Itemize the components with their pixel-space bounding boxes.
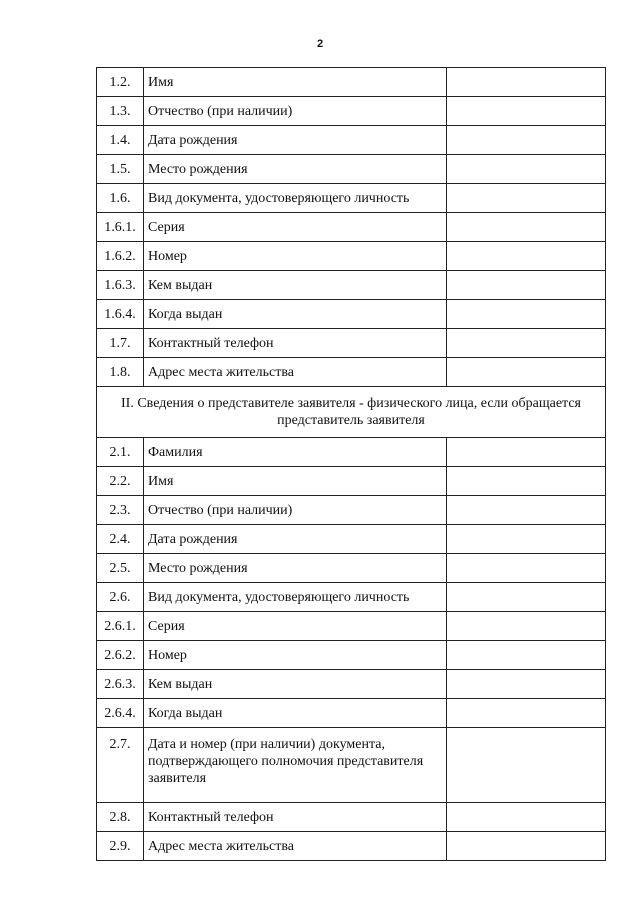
row-number: 1.6.4. bbox=[97, 300, 144, 329]
value-cell[interactable] bbox=[447, 525, 606, 554]
row-number: 2.2. bbox=[97, 467, 144, 496]
row-number: 2.6.3. bbox=[97, 670, 144, 699]
value-cell[interactable] bbox=[447, 155, 606, 184]
row-number: 2.6.2. bbox=[97, 641, 144, 670]
value-cell[interactable] bbox=[447, 832, 606, 861]
row-number: 2.7. bbox=[97, 728, 144, 803]
value-cell[interactable] bbox=[447, 97, 606, 126]
row-label: Вид документа, удостоверяющего личность bbox=[144, 184, 447, 213]
row-label: Серия bbox=[144, 612, 447, 641]
row-label: Когда выдан bbox=[144, 300, 447, 329]
value-cell[interactable] bbox=[447, 612, 606, 641]
form-row bbox=[97, 271, 606, 300]
form-row bbox=[97, 155, 606, 184]
row-number: 2.1. bbox=[97, 438, 144, 467]
section-header-row bbox=[97, 387, 606, 438]
row-label: Адрес места жительства bbox=[144, 358, 447, 387]
value-cell[interactable] bbox=[447, 126, 606, 155]
row-number: 2.4. bbox=[97, 525, 144, 554]
form-row bbox=[97, 467, 606, 496]
form-row bbox=[97, 699, 606, 728]
form-row bbox=[97, 358, 606, 387]
row-number: 1.6.1. bbox=[97, 213, 144, 242]
row-label: Место рождения bbox=[144, 554, 447, 583]
row-label: Фамилия bbox=[144, 438, 447, 467]
row-number: 1.6.2. bbox=[97, 242, 144, 271]
row-label: Отчество (при наличии) bbox=[144, 97, 447, 126]
form-row bbox=[97, 97, 606, 126]
value-cell[interactable] bbox=[447, 213, 606, 242]
value-cell[interactable] bbox=[447, 68, 606, 97]
form-row bbox=[97, 612, 606, 641]
value-cell[interactable] bbox=[447, 242, 606, 271]
row-number: 1.8. bbox=[97, 358, 144, 387]
value-cell[interactable] bbox=[447, 358, 606, 387]
form-row bbox=[97, 438, 606, 467]
form-row bbox=[97, 670, 606, 699]
value-cell[interactable] bbox=[447, 496, 606, 525]
value-cell[interactable] bbox=[447, 467, 606, 496]
row-number: 2.9. bbox=[97, 832, 144, 861]
form-row bbox=[97, 126, 606, 155]
row-label: Кем выдан bbox=[144, 670, 447, 699]
form-row bbox=[97, 496, 606, 525]
value-cell[interactable] bbox=[447, 670, 606, 699]
row-label: Номер bbox=[144, 641, 447, 670]
row-number: 2.5. bbox=[97, 554, 144, 583]
row-number: 1.6.3. bbox=[97, 271, 144, 300]
value-cell[interactable] bbox=[447, 300, 606, 329]
form-row bbox=[97, 554, 606, 583]
value-cell[interactable] bbox=[447, 641, 606, 670]
row-number: 1.7. bbox=[97, 329, 144, 358]
row-label: Дата рождения bbox=[144, 126, 447, 155]
form-row bbox=[97, 213, 606, 242]
row-label: Вид документа, удостоверяющего личность bbox=[144, 583, 447, 612]
form-row bbox=[97, 184, 606, 213]
row-label: Имя bbox=[144, 467, 447, 496]
form-row bbox=[97, 583, 606, 612]
value-cell[interactable] bbox=[447, 329, 606, 358]
row-number: 2.3. bbox=[97, 496, 144, 525]
row-label: Дата и номер (при наличии) документа, подтверждающего полномочия представителя заявителя bbox=[144, 728, 447, 803]
row-number: 1.2. bbox=[97, 68, 144, 97]
value-cell[interactable] bbox=[447, 583, 606, 612]
row-number: 2.8. bbox=[97, 803, 144, 832]
value-cell[interactable] bbox=[447, 803, 606, 832]
form-row bbox=[97, 728, 606, 803]
row-label: Адрес места жительства bbox=[144, 832, 447, 861]
row-number: 2.6. bbox=[97, 583, 144, 612]
applicant-form-table bbox=[96, 67, 606, 861]
section-title: II. Сведения о представителе заявителя - физического лица, если обращается представитель заявителя bbox=[97, 387, 606, 438]
row-label: Когда выдан bbox=[144, 699, 447, 728]
value-cell[interactable] bbox=[447, 184, 606, 213]
form-row bbox=[97, 300, 606, 329]
row-number: 2.6.4. bbox=[97, 699, 144, 728]
form-row bbox=[97, 641, 606, 670]
row-number: 1.6. bbox=[97, 184, 144, 213]
row-label: Имя bbox=[144, 68, 447, 97]
form-row bbox=[97, 242, 606, 271]
row-number: 1.4. bbox=[97, 126, 144, 155]
row-number: 2.6.1. bbox=[97, 612, 144, 641]
value-cell[interactable] bbox=[447, 699, 606, 728]
value-cell[interactable] bbox=[447, 271, 606, 300]
value-cell[interactable] bbox=[447, 554, 606, 583]
row-label: Контактный телефон bbox=[144, 329, 447, 358]
form-row bbox=[97, 803, 606, 832]
form-row bbox=[97, 832, 606, 861]
form-row bbox=[97, 68, 606, 97]
row-label: Отчество (при наличии) bbox=[144, 496, 447, 525]
row-label: Место рождения bbox=[144, 155, 447, 184]
row-label: Кем выдан bbox=[144, 271, 447, 300]
row-label: Номер bbox=[144, 242, 447, 271]
value-cell[interactable] bbox=[447, 438, 606, 467]
row-label: Серия bbox=[144, 213, 447, 242]
row-label: Контактный телефон bbox=[144, 803, 447, 832]
row-label: Дата рождения bbox=[144, 525, 447, 554]
page-number: 2 bbox=[316, 38, 324, 50]
value-cell[interactable] bbox=[447, 728, 606, 803]
form-row bbox=[97, 525, 606, 554]
row-number: 1.3. bbox=[97, 97, 144, 126]
form-row bbox=[97, 329, 606, 358]
row-number: 1.5. bbox=[97, 155, 144, 184]
